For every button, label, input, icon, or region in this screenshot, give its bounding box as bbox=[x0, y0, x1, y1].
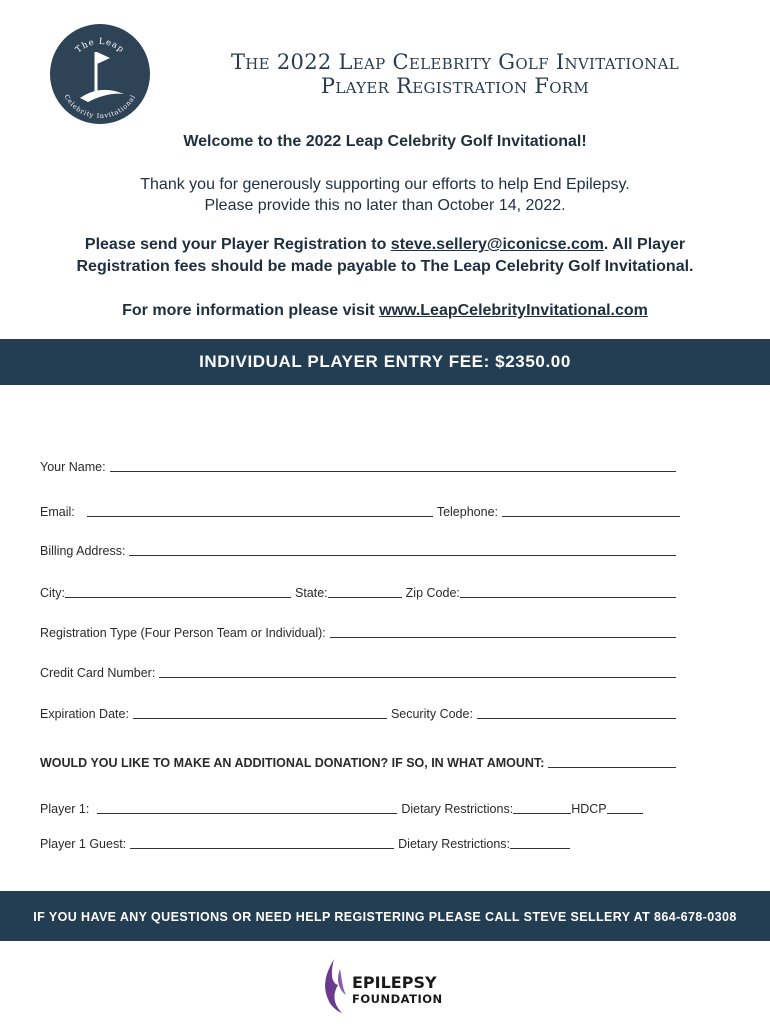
send-prefix: Please send your Player Registration to bbox=[84, 236, 391, 253]
city-field[interactable] bbox=[65, 586, 291, 598]
logo-foundation-text: FOUNDATION bbox=[352, 992, 443, 1006]
email-field[interactable] bbox=[87, 505, 433, 517]
dietary1-label: Dietary Restrictions: bbox=[401, 802, 514, 816]
billing-address-label: Billing Address: bbox=[40, 544, 126, 558]
telephone-label: Telephone: bbox=[436, 505, 498, 519]
thanks-line-2: Please provide this no later than October 14, 2022. bbox=[204, 197, 566, 214]
registration-type-row bbox=[40, 626, 680, 640]
info-prefix: For more information please visit bbox=[122, 302, 380, 319]
city-row bbox=[40, 586, 680, 600]
billing-address-field[interactable] bbox=[129, 544, 676, 556]
hdcp-label: HDCP bbox=[571, 802, 607, 816]
website-link[interactable]: www.LeapCelebrityInvitational.com bbox=[379, 302, 648, 319]
payable-instructions: Registration fees should be made payable to The Leap Celebrity Golf Invitational. bbox=[76, 258, 694, 275]
player1-guest-row bbox=[40, 837, 680, 851]
your-name-field[interactable] bbox=[110, 460, 676, 472]
email-label: Email: bbox=[40, 505, 75, 519]
registration-type-label: Registration Type (Four Person Team or Individual): bbox=[40, 626, 326, 640]
send-suffix: . All Player bbox=[603, 236, 686, 253]
epilepsy-foundation-logo bbox=[318, 955, 458, 1015]
donation-row bbox=[40, 756, 680, 770]
zip-field[interactable] bbox=[460, 586, 676, 598]
billing-row bbox=[40, 544, 680, 558]
your-name-row bbox=[40, 460, 680, 474]
player1-label: Player 1: bbox=[40, 802, 90, 816]
welcome-text: Welcome to the 2022 Leap Celebrity Golf Invitational! bbox=[183, 133, 587, 150]
player1-row bbox=[40, 802, 680, 816]
title-line-1: The 2022 Leap Celebrity Golf Invitational bbox=[230, 50, 680, 74]
leap-invitational-logo bbox=[48, 22, 152, 126]
donation-label: WOULD YOU LIKE TO MAKE AN ADDITIONAL DONATION? IF SO, IN WHAT AMOUNT: bbox=[40, 756, 545, 770]
logo-bottom-text: Celebrity Invitational bbox=[62, 93, 138, 121]
dietary2-label: Dietary Restrictions: bbox=[398, 837, 510, 851]
dietary2-field[interactable] bbox=[510, 837, 570, 849]
donation-field[interactable] bbox=[548, 756, 676, 768]
zip-label: Zip Code: bbox=[405, 586, 460, 600]
expiration-field[interactable] bbox=[133, 707, 387, 719]
thanks-line-1: Thank you for generously supporting our efforts to help End Epilepsy. bbox=[140, 176, 630, 193]
security-code-field[interactable] bbox=[477, 707, 676, 719]
registration-type-field[interactable] bbox=[330, 626, 676, 638]
entry-fee-banner: INDIVIDUAL PLAYER ENTRY FEE: $2350.00 bbox=[0, 339, 770, 385]
logo-epilepsy-text: EPILEPSY bbox=[352, 973, 437, 992]
telephone-field[interactable] bbox=[502, 505, 680, 517]
credit-card-row bbox=[40, 666, 680, 680]
send-instructions bbox=[0, 236, 770, 254]
player1-guest-field[interactable] bbox=[130, 837, 394, 849]
more-info bbox=[0, 302, 770, 320]
title-line-2: Player Registration Form bbox=[320, 74, 590, 98]
credit-card-field[interactable] bbox=[159, 666, 676, 678]
hdcp-field[interactable] bbox=[607, 802, 643, 814]
player1-guest-label: Player 1 Guest: bbox=[40, 837, 127, 851]
page-title bbox=[160, 50, 750, 98]
state-field[interactable] bbox=[328, 586, 402, 598]
security-code-label: Security Code: bbox=[390, 707, 473, 721]
city-label: City: bbox=[40, 586, 65, 600]
state-label: State: bbox=[295, 586, 328, 600]
expiration-label: Expiration Date: bbox=[40, 707, 129, 721]
logo-top-text: The Leap bbox=[73, 36, 127, 56]
credit-card-label: Credit Card Number: bbox=[40, 666, 156, 680]
contact-banner: IF YOU HAVE ANY QUESTIONS OR NEED HELP REGISTERING PLEASE CALL STEVE SELLERY AT 864-678-0308 bbox=[0, 891, 770, 941]
dietary1-field[interactable] bbox=[513, 802, 571, 814]
player1-field[interactable] bbox=[97, 802, 397, 814]
email-row bbox=[40, 505, 680, 519]
your-name-label: Your Name: bbox=[40, 460, 106, 474]
email-link[interactable]: steve.sellery@iconicse.com bbox=[390, 236, 604, 253]
expiration-row bbox=[40, 707, 680, 721]
